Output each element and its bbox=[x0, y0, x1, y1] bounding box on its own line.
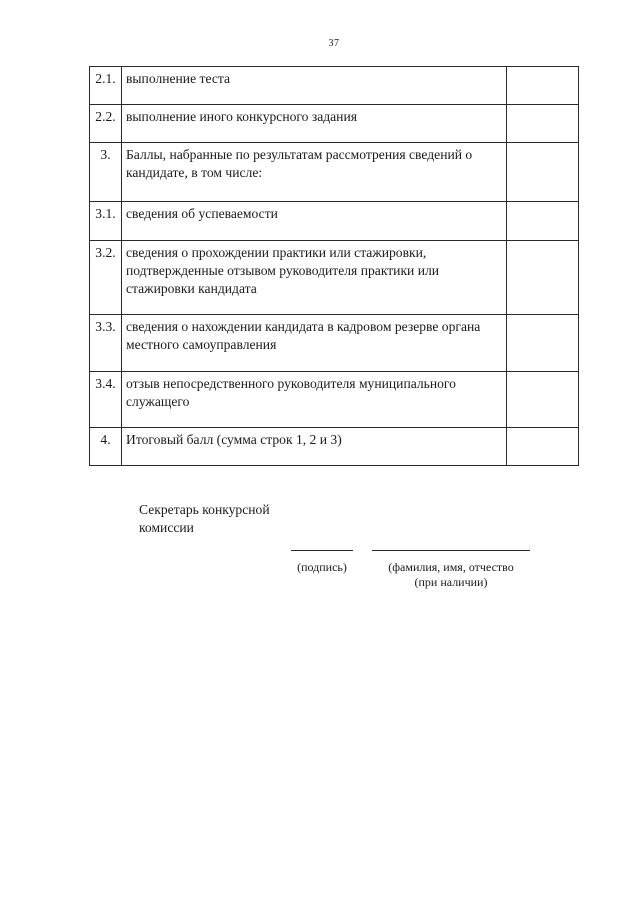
row-description: выполнение теста bbox=[122, 67, 507, 105]
row-description: Баллы, набранные по результатам рассмотрения сведений о кандидате, в том числе: bbox=[122, 143, 507, 202]
name-caption: (фамилия, имя, отчество bbox=[388, 560, 514, 574]
page-number: 37 bbox=[328, 38, 340, 49]
row-number: 2.2. bbox=[90, 105, 122, 143]
name-caption-continued: (при наличии) bbox=[414, 575, 488, 589]
row-number: 4. bbox=[90, 428, 122, 466]
score-cell bbox=[507, 428, 579, 466]
score-cell bbox=[507, 372, 579, 428]
row-description: выполнение иного конкурсного задания bbox=[122, 105, 507, 143]
score-table bbox=[89, 66, 579, 466]
row-description: сведения о прохождении практики или стажировки, подтвержденные отзывом руководителя практики или стажировки кандидата bbox=[122, 241, 507, 315]
table-row bbox=[90, 315, 579, 372]
table-row bbox=[90, 67, 579, 105]
table-row bbox=[90, 428, 579, 466]
table-row bbox=[90, 105, 579, 143]
row-description: сведения об успеваемости bbox=[122, 202, 507, 241]
score-cell bbox=[507, 241, 579, 315]
signature-line bbox=[291, 550, 353, 551]
score-cell bbox=[507, 105, 579, 143]
row-number: 3. bbox=[90, 143, 122, 202]
row-number: 3.2. bbox=[90, 241, 122, 315]
table-row bbox=[90, 241, 579, 315]
row-description: Итоговый балл (сумма строк 1, 2 и 3) bbox=[122, 428, 507, 466]
name-line bbox=[372, 550, 530, 551]
row-number: 3.1. bbox=[90, 202, 122, 241]
row-description: сведения о нахождении кандидата в кадровом резерве органа местного самоуправления bbox=[122, 315, 507, 372]
row-number: 3.3. bbox=[90, 315, 122, 372]
score-cell bbox=[507, 315, 579, 372]
score-cell bbox=[507, 143, 579, 202]
row-number: 3.4. bbox=[90, 372, 122, 428]
signature-caption: (подпись) bbox=[297, 560, 347, 574]
table-row bbox=[90, 372, 579, 428]
row-description: отзыв непосредственного руководителя муниципального служащего bbox=[122, 372, 507, 428]
row-number: 2.1. bbox=[90, 67, 122, 105]
signature-block bbox=[139, 501, 270, 537]
signatory-title: Секретарь конкурсной bbox=[139, 502, 270, 517]
table-row bbox=[90, 202, 579, 241]
score-cell bbox=[507, 67, 579, 105]
table-row bbox=[90, 143, 579, 202]
score-cell bbox=[507, 202, 579, 241]
signatory-title-continued: комиссии bbox=[139, 520, 194, 535]
